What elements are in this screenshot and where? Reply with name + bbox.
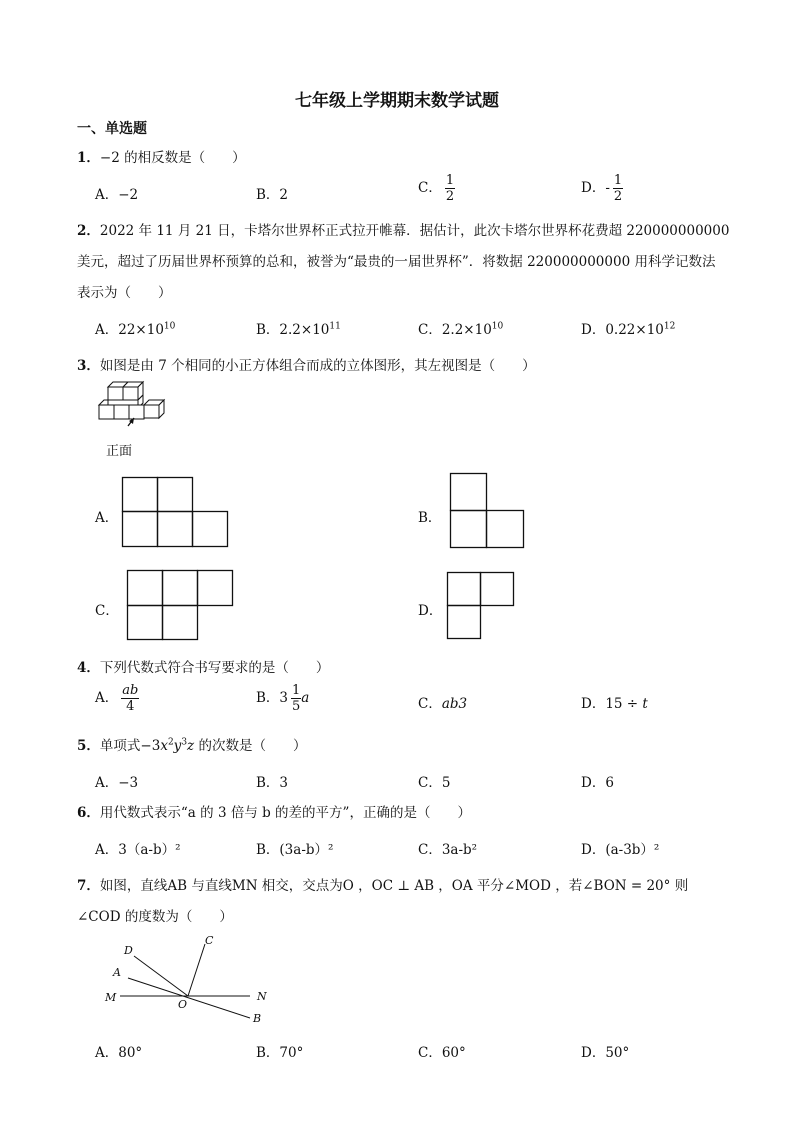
label-d: D [124, 944, 133, 957]
question-number: 6． [77, 805, 100, 821]
front-label: 正面 [106, 444, 133, 459]
page-title: 七年级上学期期末数学试题 [295, 91, 499, 111]
q3-option-b-label[interactable]: B． [418, 510, 442, 526]
question-1 [77, 146, 246, 166]
q4-option-b[interactable]: B．3 $\frac{1}{5}$ a [256, 683, 310, 714]
question-4: 4．下列代数式符合书写要求的是（ ） [77, 660, 330, 676]
q1-option-b[interactable]: B．2 [256, 187, 289, 203]
q5-option-c[interactable]: C．5 [418, 775, 451, 791]
question-number: 1． [77, 150, 100, 166]
q1-option-d[interactable] [581, 173, 623, 204]
ray-od [134, 956, 188, 996]
q5-option-d[interactable]: D．6 [581, 775, 614, 791]
q1-option-c[interactable] [418, 173, 455, 204]
angle-figure [100, 932, 280, 1027]
question-5: 5．单项式$-3x^2y^3z$ 的次数是（ ） [77, 737, 307, 754]
label-a: A [113, 966, 121, 979]
q1-option-a[interactable]: A．−2 [95, 187, 139, 203]
q3-option-a-figure[interactable] [122, 477, 228, 547]
question-number: 5． [77, 738, 100, 754]
q7-option-b[interactable]: B．70° [256, 1045, 304, 1061]
question-number: 4． [77, 660, 100, 676]
section-heading: 一、单选题 [77, 121, 147, 137]
question-2-line-2: 美元，超过了历届世界杯预算的总和，被誉为“最贵的一届世界杯”．将数据 220000000000 用科学记数法 [77, 254, 716, 270]
label-c: C [205, 934, 214, 947]
q3-option-c-label[interactable]: C． [95, 603, 119, 619]
fraction: $\frac{1}{2}$ [445, 173, 455, 204]
question-7-line-2: ∠COD 的度数为（ ） [77, 909, 233, 925]
question-7-line-1: 7．如图，直线AB 与直线MN 相交，交点为O ，OC ⊥ AB ，OA 平分∠MOD ，若∠BON = 20° 则 [77, 878, 689, 894]
q4-option-c[interactable]: C．ab3 [418, 696, 468, 712]
q6-option-a[interactable]: A．3（a-b）² [95, 842, 181, 858]
q7-option-a[interactable]: A．80° [95, 1045, 143, 1061]
ray-oc [188, 944, 205, 996]
question-number: 3． [77, 358, 100, 374]
q2-option-d[interactable]: D．$0.22\times 10^{12}$ [581, 321, 676, 338]
label-b: B [253, 1012, 262, 1025]
q4-option-d[interactable]: D．15 ÷ t [581, 696, 648, 712]
line-ab [128, 978, 250, 1018]
option-label: D．- [581, 180, 610, 196]
question-6: 6．用代数式表示“a 的 3 倍与 b 的差的平方”，正确的是（ ） [77, 805, 471, 821]
question-2-line-1: 2．2022 年 11 月 21 日，卡塔尔世界杯正式拉开帷幕．据估计，此次卡塔尔世界杯花费超 220000000000 [77, 223, 730, 239]
q4-option-a[interactable]: A． $\frac{ab}{4}$ [95, 683, 139, 714]
label-m: M [105, 991, 117, 1004]
question-number: 7． [77, 878, 100, 894]
q5-option-b[interactable]: B．3 [256, 775, 289, 791]
q2-option-a[interactable]: A．$22\times 10^{10}$ [95, 321, 176, 338]
q3-option-d-label[interactable]: D． [418, 603, 443, 619]
label-o: O [178, 998, 188, 1011]
question-3: 3．如图是由 7 个相同的小正方体组合而成的立体图形，其左视图是（ ） [77, 358, 536, 374]
cube-stack-figure [98, 382, 170, 428]
q5-option-a[interactable]: A．−3 [95, 775, 139, 791]
q6-option-d[interactable]: D．(a-3b）² [581, 842, 660, 858]
option-label: C． [418, 180, 442, 196]
q2-option-b[interactable]: B．$2.2\times 10^{11}$ [256, 321, 341, 338]
fraction: $\frac{1}{2}$ [613, 173, 623, 204]
q6-option-b[interactable]: B．(3a-b）² [256, 842, 334, 858]
q3-option-a-label[interactable]: A． [95, 510, 119, 526]
label-n: N [257, 990, 267, 1003]
question-text: −2 的相反数是（ ） [99, 150, 246, 166]
q2-option-c[interactable]: C．$2.2\times 10^{10}$ [418, 321, 504, 338]
q3-option-d-figure[interactable] [447, 572, 515, 640]
q3-option-c-figure[interactable] [127, 570, 234, 640]
question-number: 2． [77, 223, 100, 239]
q7-option-c[interactable]: C．60° [418, 1045, 466, 1061]
question-2-line-3: 表示为（ ） [77, 285, 172, 301]
q3-option-b-figure[interactable] [450, 473, 524, 548]
q6-option-c[interactable]: C．3a-b² [418, 842, 478, 858]
q7-option-d[interactable]: D．50° [581, 1045, 630, 1061]
